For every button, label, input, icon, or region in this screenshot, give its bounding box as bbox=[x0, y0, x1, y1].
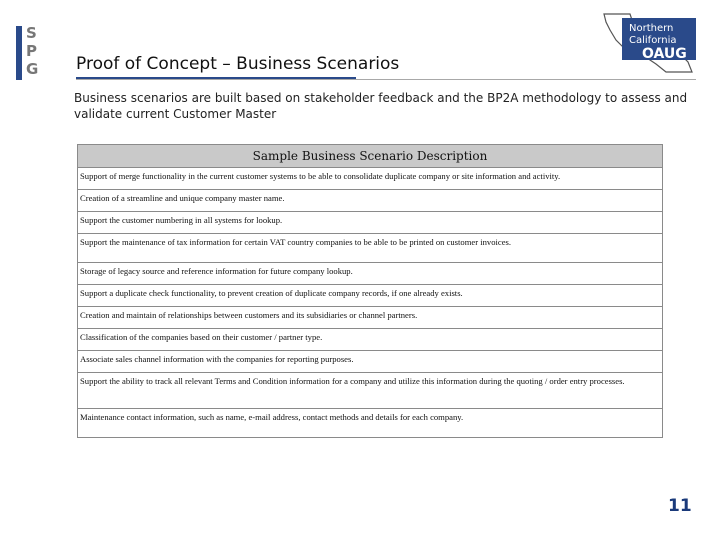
table-cell: Creation of a streamline and unique company master name. bbox=[78, 190, 663, 212]
oaug-logo-line-1: Northern bbox=[629, 23, 674, 34]
slide-title: Proof of Concept – Business Scenarios bbox=[76, 54, 400, 74]
table-row bbox=[78, 351, 663, 373]
table-cell: Storage of legacy source and reference information for future company lookup. bbox=[78, 263, 663, 285]
table-row bbox=[78, 212, 663, 234]
table-cell: Creation and maintain of relationships between customers and its subsidiaries or channel partners. bbox=[78, 307, 663, 329]
table-cell: Support the customer numbering in all systems for lookup. bbox=[78, 212, 663, 234]
table-row bbox=[78, 234, 663, 263]
oaug-logo-line-3: OAUG bbox=[642, 46, 687, 62]
table-cell: Support the maintenance of tax information for certain VAT country companies to be able to be printed on customer invoices. bbox=[78, 234, 663, 263]
spg-logo bbox=[16, 26, 54, 80]
table-row bbox=[78, 373, 663, 409]
table-row bbox=[78, 307, 663, 329]
table-cell: Associate sales channel information with the companies for reporting purposes. bbox=[78, 351, 663, 373]
table-header: Sample Business Scenario Description bbox=[78, 145, 663, 168]
page-number: 11 bbox=[668, 496, 692, 516]
spg-letter-p: P bbox=[26, 42, 37, 60]
table-row bbox=[78, 263, 663, 285]
table-cell: Support the ability to track all relevant Terms and Condition information for a company and utilize this information during the quoting / order entry processes. bbox=[78, 373, 663, 409]
business-scenario-table bbox=[77, 144, 663, 438]
slide-subtitle: Business scenarios are built based on stakeholder feedback and the BP2A methodology to assess and validate current Customer Master bbox=[74, 91, 688, 121]
spg-logo-letters bbox=[26, 24, 54, 78]
title-accent-divider bbox=[76, 77, 356, 79]
title-divider bbox=[76, 79, 696, 80]
table-row bbox=[78, 329, 663, 351]
table-header-row bbox=[78, 145, 663, 168]
spg-letter-s: S bbox=[26, 24, 37, 42]
table-row bbox=[78, 409, 663, 438]
table-cell: Classification of the companies based on their customer / partner type. bbox=[78, 329, 663, 351]
oaug-logo-line-2: California bbox=[629, 35, 677, 46]
table-cell: Maintenance contact information, such as name, e-mail address, contact methods and details for each company. bbox=[78, 409, 663, 438]
oaug-logo bbox=[596, 10, 700, 74]
table-cell: Support of merge functionality in the current customer systems to be able to consolidate duplicate company or site information and activity. bbox=[78, 168, 663, 190]
spg-logo-bar bbox=[16, 26, 22, 80]
table-row bbox=[78, 285, 663, 307]
spg-letter-g: G bbox=[26, 60, 39, 78]
table-row bbox=[78, 190, 663, 212]
table-row bbox=[78, 168, 663, 190]
table-cell: Support a duplicate check functionality, to prevent creation of duplicate company records, if one already exists. bbox=[78, 285, 663, 307]
